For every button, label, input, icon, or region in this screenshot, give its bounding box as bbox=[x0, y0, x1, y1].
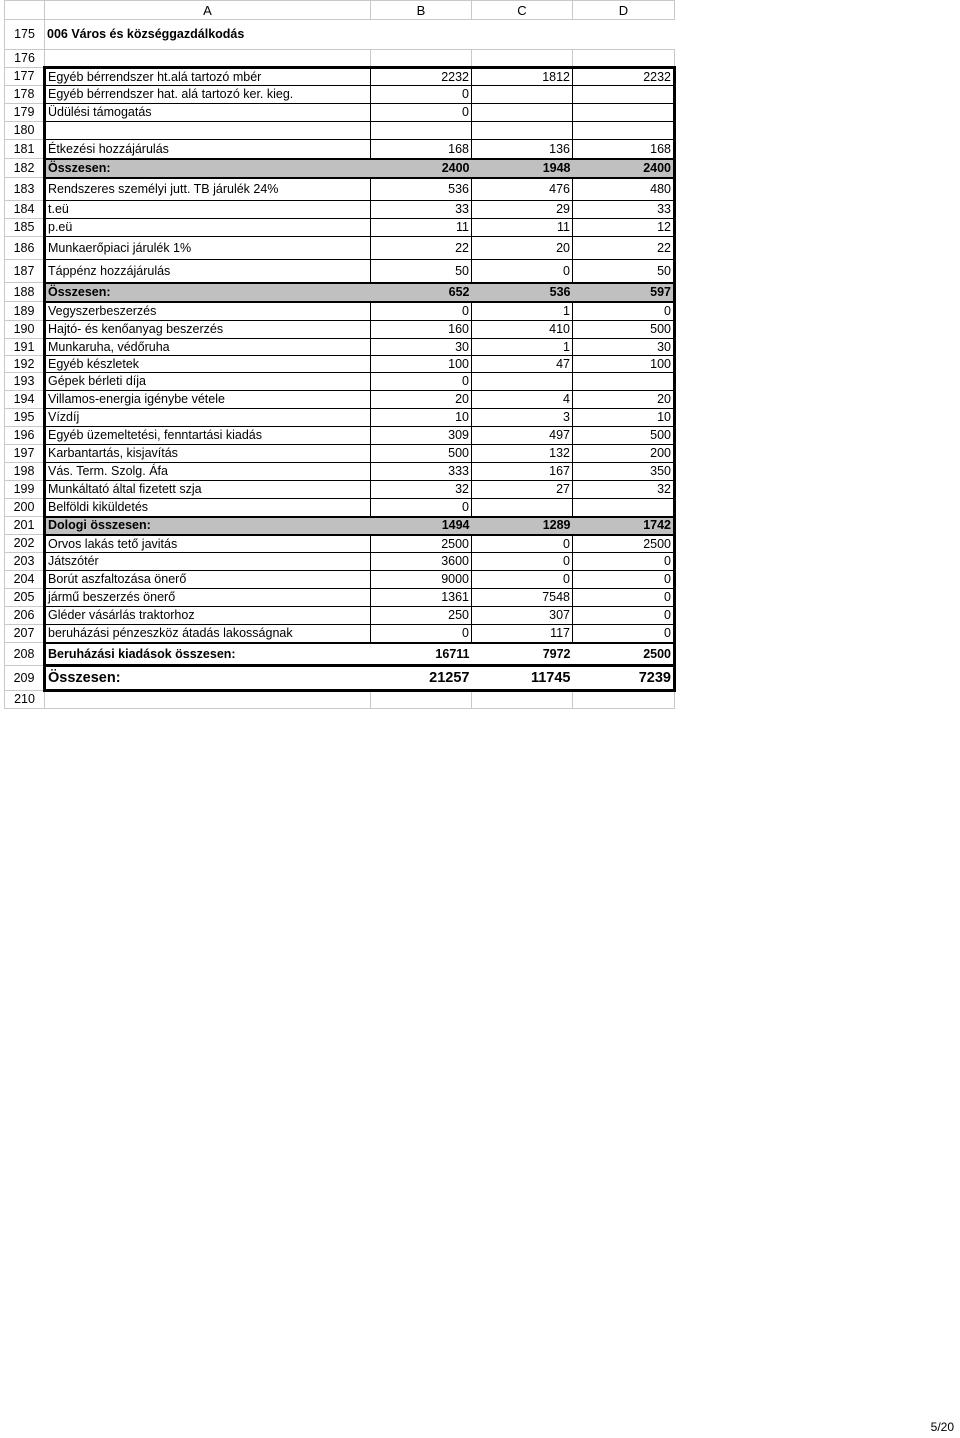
table-row bbox=[5, 283, 675, 302]
cell-c[interactable]: 132 bbox=[472, 445, 573, 463]
row-number[interactable]: 206 bbox=[5, 607, 45, 625]
cell-b[interactable]: 0 bbox=[371, 499, 472, 517]
cell-a[interactable]: Játszótér bbox=[45, 553, 371, 571]
cell-b[interactable]: 0 bbox=[371, 373, 472, 391]
cell-c[interactable]: 0 bbox=[472, 260, 573, 283]
cell-c[interactable] bbox=[472, 86, 573, 104]
row-number[interactable]: 182 bbox=[5, 159, 45, 178]
cell-a[interactable]: 006 Város és községgazdálkodás bbox=[47, 27, 245, 42]
cell-d[interactable] bbox=[573, 104, 675, 122]
cell-d[interactable] bbox=[573, 86, 675, 104]
cell-b[interactable]: 309 bbox=[371, 427, 472, 445]
cell-b[interactable]: 0 bbox=[371, 625, 472, 643]
column-header-d[interactable]: D bbox=[573, 1, 675, 20]
cell-b[interactable]: 536 bbox=[371, 178, 472, 201]
table-row bbox=[5, 571, 675, 589]
row-number[interactable]: 181 bbox=[5, 140, 45, 159]
cell-a[interactable]: Vízdíj bbox=[45, 409, 371, 427]
cell-b[interactable]: 21257 bbox=[371, 666, 472, 691]
table-row bbox=[5, 373, 675, 391]
cell-a[interactable] bbox=[45, 50, 371, 68]
cell-d[interactable]: 33 bbox=[573, 201, 675, 219]
cell-a[interactable]: Egyéb bérrendszer ht.alá tartozó mbér bbox=[45, 68, 371, 86]
row-number[interactable]: 210 bbox=[5, 691, 45, 709]
row-number[interactable]: 202 bbox=[5, 535, 45, 553]
row-number[interactable]: 190 bbox=[5, 321, 45, 339]
cell-c[interactable]: 29 bbox=[472, 201, 573, 219]
row-number[interactable]: 183 bbox=[5, 178, 45, 201]
table-row bbox=[5, 159, 675, 178]
cell-c[interactable]: 3 bbox=[472, 409, 573, 427]
cell-b[interactable]: 0 bbox=[371, 86, 472, 104]
cell-d[interactable]: 350 bbox=[573, 463, 675, 481]
row-number[interactable]: 189 bbox=[5, 302, 45, 321]
table-body bbox=[5, 20, 675, 709]
row-number[interactable]: 178 bbox=[5, 86, 45, 104]
cell-c[interactable]: 27 bbox=[472, 481, 573, 499]
cell-d[interactable]: 0 bbox=[573, 589, 675, 607]
cell-d[interactable]: 2232 bbox=[573, 68, 675, 86]
cell-b[interactable] bbox=[371, 50, 472, 68]
cell-a[interactable] bbox=[45, 691, 371, 709]
cell-a[interactable]: t.eü bbox=[45, 201, 371, 219]
table-row bbox=[5, 499, 675, 517]
row-number[interactable]: 198 bbox=[5, 463, 45, 481]
cell-d[interactable]: 30 bbox=[573, 339, 675, 356]
cell-d[interactable]: 597 bbox=[573, 283, 675, 302]
cell-a[interactable]: Munkáltató által fizetett szja bbox=[45, 481, 371, 499]
table-row bbox=[5, 321, 675, 339]
table-row bbox=[5, 391, 675, 409]
cell-c[interactable]: 117 bbox=[472, 625, 573, 643]
cell-c[interactable] bbox=[472, 122, 573, 140]
cell-b[interactable]: 2400 bbox=[371, 159, 472, 178]
cell-a[interactable]: Karbantartás, kisjavítás bbox=[45, 445, 371, 463]
cell-b[interactable]: 20 bbox=[371, 391, 472, 409]
cell-b[interactable]: 11 bbox=[371, 219, 472, 237]
row-number[interactable]: 204 bbox=[5, 571, 45, 589]
cell-a[interactable]: Egyéb készletek bbox=[45, 356, 371, 373]
row-number[interactable]: 176 bbox=[5, 50, 45, 68]
table-row bbox=[5, 607, 675, 625]
cell-a[interactable]: Hajtó- és kenőanyag beszerzés bbox=[45, 321, 371, 339]
column-header-c[interactable]: C bbox=[472, 1, 573, 20]
cell-a[interactable] bbox=[45, 122, 371, 140]
cell-d[interactable]: 32 bbox=[573, 481, 675, 499]
cell-c[interactable]: 47 bbox=[472, 356, 573, 373]
cell-a[interactable]: Táppénz hozzájárulás bbox=[45, 260, 371, 283]
cell-a[interactable]: Munkaerőpiaci járulék 1% bbox=[45, 237, 371, 260]
cell-b[interactable]: 333 bbox=[371, 463, 472, 481]
cell-d[interactable]: 10 bbox=[573, 409, 675, 427]
budget-table bbox=[4, 0, 676, 709]
cell-b[interactable]: 1494 bbox=[371, 517, 472, 535]
row-number[interactable]: 207 bbox=[5, 625, 45, 643]
row-number[interactable]: 209 bbox=[5, 666, 45, 691]
table-row bbox=[5, 339, 675, 356]
cell-a[interactable]: Orvos lakás tető javitás bbox=[45, 535, 371, 553]
row-number[interactable]: 199 bbox=[5, 481, 45, 499]
cell-b[interactable]: 0 bbox=[371, 104, 472, 122]
cell-c[interactable] bbox=[472, 50, 573, 68]
table-row bbox=[5, 260, 675, 283]
cell-d[interactable]: 0 bbox=[573, 607, 675, 625]
cell-c[interactable]: 7548 bbox=[472, 589, 573, 607]
cell-b[interactable]: 652 bbox=[371, 283, 472, 302]
cell-b[interactable]: 22 bbox=[371, 237, 472, 260]
row-number[interactable]: 185 bbox=[5, 219, 45, 237]
cell-a[interactable]: Egyéb bérrendszer hat. alá tartozó ker. kieg. bbox=[45, 86, 371, 104]
table-row bbox=[5, 445, 675, 463]
cell-c[interactable] bbox=[472, 20, 573, 50]
row-number[interactable]: 200 bbox=[5, 499, 45, 517]
cell-c[interactable]: 136 bbox=[472, 140, 573, 159]
row-number[interactable]: 197 bbox=[5, 445, 45, 463]
table-row bbox=[5, 625, 675, 643]
cell-d[interactable]: 0 bbox=[573, 571, 675, 589]
table-row bbox=[5, 178, 675, 201]
corner-cell[interactable] bbox=[5, 1, 45, 20]
cell-a[interactable]: Vegyszerbeszerzés bbox=[45, 302, 371, 321]
table-row bbox=[5, 691, 675, 709]
cell-b[interactable]: 168 bbox=[371, 140, 472, 159]
table-row bbox=[5, 140, 675, 159]
table-row bbox=[5, 463, 675, 481]
row-number[interactable]: 201 bbox=[5, 517, 45, 535]
row-number[interactable]: 193 bbox=[5, 373, 45, 391]
cell-d[interactable] bbox=[573, 122, 675, 140]
cell-c[interactable] bbox=[472, 104, 573, 122]
cell-d[interactable]: 480 bbox=[573, 178, 675, 201]
table-row bbox=[5, 409, 675, 427]
cell-c[interactable]: 1948 bbox=[472, 159, 573, 178]
cell-c[interactable]: 1 bbox=[472, 339, 573, 356]
row-number[interactable]: 187 bbox=[5, 260, 45, 283]
cell-c[interactable]: 307 bbox=[472, 607, 573, 625]
cell-d[interactable] bbox=[573, 50, 675, 68]
cell-b[interactable]: 160 bbox=[371, 321, 472, 339]
cell-d[interactable]: 22 bbox=[573, 237, 675, 260]
cell-a[interactable]: Gépek bérleti díja bbox=[45, 373, 371, 391]
row-number[interactable]: 191 bbox=[5, 339, 45, 356]
cell-d[interactable]: 0 bbox=[573, 302, 675, 321]
cell-d[interactable] bbox=[573, 499, 675, 517]
page-number: 5/20 bbox=[930, 1420, 954, 1434]
row-number[interactable]: 186 bbox=[5, 237, 45, 260]
cell-d[interactable]: 500 bbox=[573, 427, 675, 445]
cell-a[interactable]: Dologi összesen: bbox=[45, 517, 371, 535]
cell-d[interactable]: 0 bbox=[573, 553, 675, 571]
cell-a[interactable]: Gléder vásárlás traktorhoz bbox=[45, 607, 371, 625]
cell-a[interactable]: Borút aszfaltozása önerő bbox=[45, 571, 371, 589]
cell-d[interactable]: 50 bbox=[573, 260, 675, 283]
cell-b[interactable]: 2500 bbox=[371, 535, 472, 553]
cell-a[interactable]: Munkaruha, védőruha bbox=[45, 339, 371, 356]
row-number[interactable]: 203 bbox=[5, 553, 45, 571]
table-row bbox=[5, 20, 675, 50]
cell-a[interactable]: Vás. Term. Szolg. Áfa bbox=[45, 463, 371, 481]
cell-c[interactable]: 1812 bbox=[472, 68, 573, 86]
cell-a[interactable]: beruházási pénzeszköz átadás lakosságnak bbox=[45, 625, 371, 643]
cell-a[interactable]: Belföldi kiküldetés bbox=[45, 499, 371, 517]
cell-c[interactable]: 11 bbox=[472, 219, 573, 237]
cell-c[interactable]: 1 bbox=[472, 302, 573, 321]
column-header-row bbox=[5, 1, 675, 20]
cell-b[interactable]: 33 bbox=[371, 201, 472, 219]
cell-c[interactable]: 497 bbox=[472, 427, 573, 445]
cell-d[interactable]: 7239 bbox=[573, 666, 675, 691]
cell-c[interactable]: 4 bbox=[472, 391, 573, 409]
row-number[interactable]: 194 bbox=[5, 391, 45, 409]
cell-b[interactable]: 10 bbox=[371, 409, 472, 427]
table-row bbox=[5, 356, 675, 373]
cell-a[interactable]: p.eü bbox=[45, 219, 371, 237]
cell-a[interactable]: Beruházási kiadások összesen: bbox=[45, 643, 371, 666]
cell-c[interactable]: 1289 bbox=[472, 517, 573, 535]
cell-d[interactable] bbox=[573, 20, 675, 50]
row-number[interactable]: 208 bbox=[5, 643, 45, 666]
cell-d[interactable]: 200 bbox=[573, 445, 675, 463]
cell-a[interactable]: Étkezési hozzájárulás bbox=[45, 140, 371, 159]
cell-c[interactable]: 167 bbox=[472, 463, 573, 481]
cell-b[interactable]: 3600 bbox=[371, 553, 472, 571]
cell-c[interactable]: 0 bbox=[472, 535, 573, 553]
table-row bbox=[5, 481, 675, 499]
cell-c[interactable] bbox=[472, 373, 573, 391]
table-row bbox=[5, 68, 675, 86]
cell-d[interactable]: 500 bbox=[573, 321, 675, 339]
cell-a[interactable]: jármű beszerzés önerő bbox=[45, 589, 371, 607]
cell-a[interactable]: Összesen: bbox=[45, 159, 371, 178]
cell-d[interactable] bbox=[573, 691, 675, 709]
cell-a[interactable]: Rendszeres személyi jutt. TB járulék 24% bbox=[45, 178, 371, 201]
row-number[interactable]: 188 bbox=[5, 283, 45, 302]
cell-c[interactable]: 476 bbox=[472, 178, 573, 201]
cell-d[interactable] bbox=[573, 373, 675, 391]
row-number[interactable]: 195 bbox=[5, 409, 45, 427]
row-number[interactable]: 205 bbox=[5, 589, 45, 607]
row-number[interactable]: 184 bbox=[5, 201, 45, 219]
cell-c[interactable]: 11745 bbox=[472, 666, 573, 691]
column-header-a[interactable]: A bbox=[45, 1, 371, 20]
cell-b[interactable]: 0 bbox=[371, 302, 472, 321]
table-row bbox=[5, 517, 675, 535]
cell-c[interactable]: 7972 bbox=[472, 643, 573, 666]
cell-c[interactable] bbox=[472, 499, 573, 517]
row-number[interactable]: 177 bbox=[5, 68, 45, 86]
table-row bbox=[5, 122, 675, 140]
cell-a[interactable]: Összesen: bbox=[45, 666, 371, 691]
spreadsheet bbox=[4, 0, 676, 709]
row-number[interactable]: 196 bbox=[5, 427, 45, 445]
table-row bbox=[5, 104, 675, 122]
cell-b[interactable]: 30 bbox=[371, 339, 472, 356]
cell-d[interactable]: 12 bbox=[573, 219, 675, 237]
cell-b[interactable] bbox=[371, 122, 472, 140]
column-header-b[interactable]: B bbox=[371, 1, 472, 20]
cell-d[interactable]: 0 bbox=[573, 625, 675, 643]
row-number[interactable]: 192 bbox=[5, 356, 45, 373]
cell-a[interactable]: Egyéb üzemeltetési, fenntartási kiadás bbox=[45, 427, 371, 445]
table-row bbox=[5, 553, 675, 571]
table-row bbox=[5, 50, 675, 68]
row-number[interactable]: 180 bbox=[5, 122, 45, 140]
cell-c[interactable]: 410 bbox=[472, 321, 573, 339]
cell-b[interactable]: 32 bbox=[371, 481, 472, 499]
cell-c[interactable]: 0 bbox=[472, 571, 573, 589]
row-number[interactable]: 175 bbox=[5, 20, 45, 50]
table-row bbox=[5, 427, 675, 445]
cell-b[interactable]: 50 bbox=[371, 260, 472, 283]
cell-b[interactable] bbox=[371, 20, 472, 50]
table-row bbox=[5, 86, 675, 104]
cell-b[interactable]: 500 bbox=[371, 445, 472, 463]
cell-d[interactable]: 2400 bbox=[573, 159, 675, 178]
cell-b[interactable]: 2232 bbox=[371, 68, 472, 86]
cell-b[interactable]: 1361 bbox=[371, 589, 472, 607]
cell-b[interactable]: 100 bbox=[371, 356, 472, 373]
table-row bbox=[5, 589, 675, 607]
cell-c[interactable]: 536 bbox=[472, 283, 573, 302]
cell-b[interactable]: 9000 bbox=[371, 571, 472, 589]
cell-d[interactable]: 1742 bbox=[573, 517, 675, 535]
cell-c[interactable]: 20 bbox=[472, 237, 573, 260]
table-row bbox=[5, 302, 675, 321]
table-row bbox=[5, 643, 675, 666]
cell-c[interactable] bbox=[472, 691, 573, 709]
table-row bbox=[5, 666, 675, 691]
cell-a[interactable]: Villamos-energia igénybe vétele bbox=[45, 391, 371, 409]
row-number[interactable]: 179 bbox=[5, 104, 45, 122]
cell-b[interactable] bbox=[371, 691, 472, 709]
cell-d[interactable]: 2500 bbox=[573, 535, 675, 553]
cell-d[interactable]: 20 bbox=[573, 391, 675, 409]
table-row bbox=[5, 237, 675, 260]
cell-a[interactable]: Üdülési támogatás bbox=[45, 104, 371, 122]
cell-d[interactable]: 100 bbox=[573, 356, 675, 373]
cell-c[interactable]: 0 bbox=[472, 553, 573, 571]
cell-b[interactable]: 250 bbox=[371, 607, 472, 625]
cell-b[interactable]: 16711 bbox=[371, 643, 472, 666]
table-row bbox=[5, 201, 675, 219]
table-row bbox=[5, 535, 675, 553]
cell-d[interactable]: 168 bbox=[573, 140, 675, 159]
cell-a[interactable]: Összesen: bbox=[45, 283, 371, 302]
table-row bbox=[5, 219, 675, 237]
cell-d[interactable]: 2500 bbox=[573, 643, 675, 666]
